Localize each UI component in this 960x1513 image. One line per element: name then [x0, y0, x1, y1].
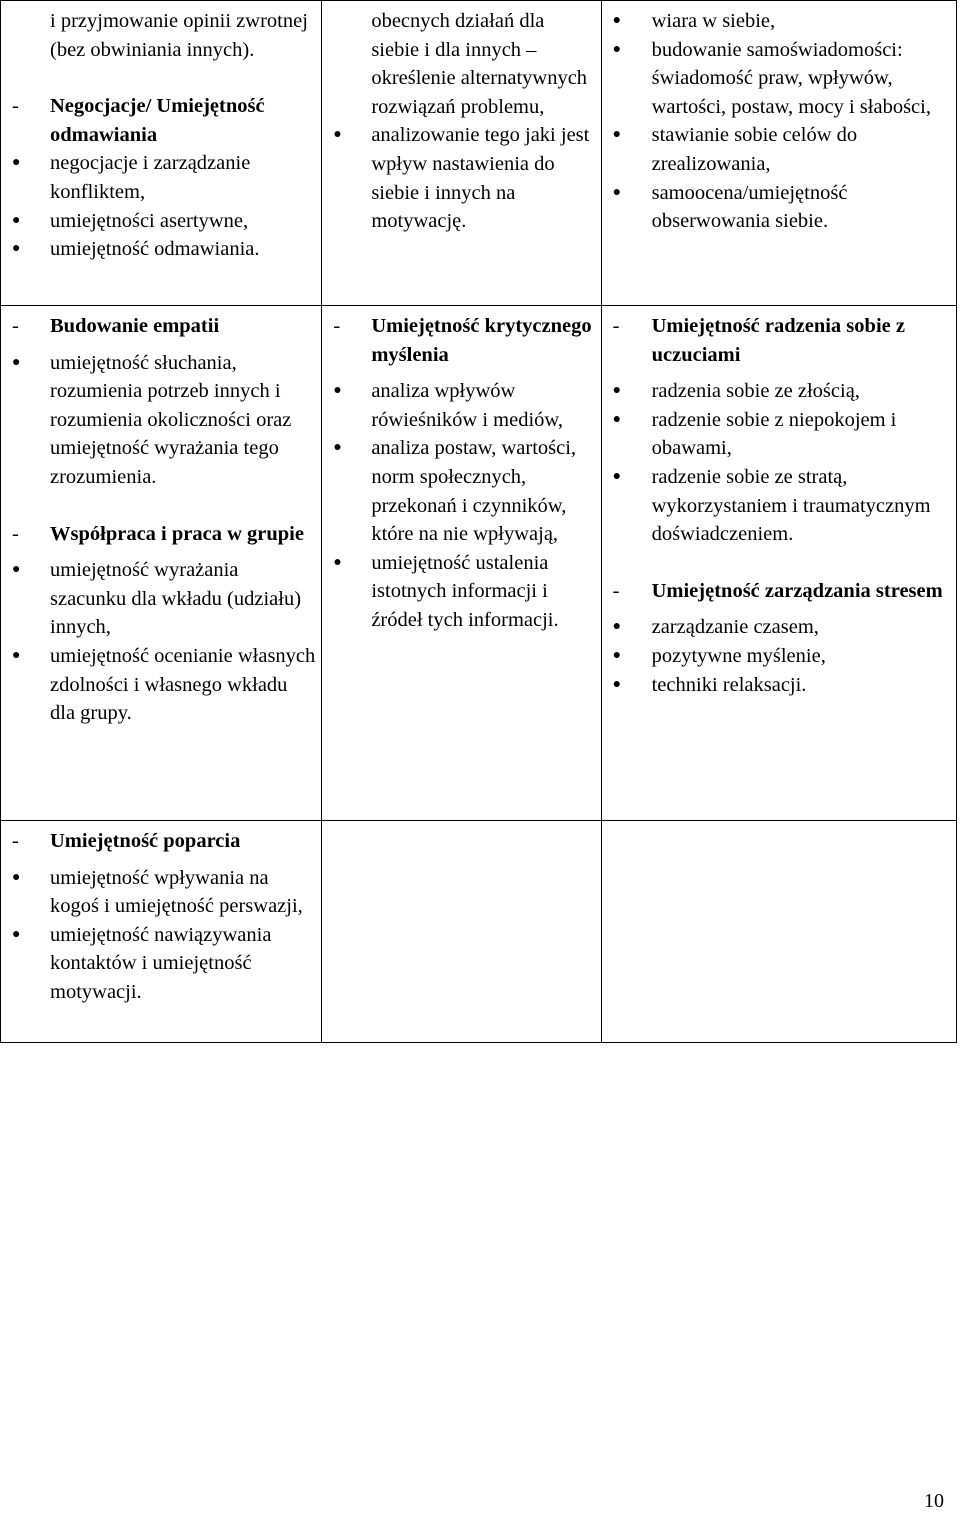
item-text: techniki relaksacji.	[651, 673, 807, 696]
list-item	[1, 864, 321, 921]
list-item	[1, 235, 321, 264]
dash-icon: -	[12, 830, 19, 852]
bullet-icon: ●	[333, 440, 342, 456]
list-item	[602, 7, 956, 36]
item-text: radzenie sobie ze stratą, wykorzystaniem i traumatycznym doświadczeniem.	[651, 465, 931, 546]
item-text: umiejętność wyrażania szacunku dla wkładu (udziału) innych,	[50, 559, 302, 639]
bullet-icon: ●	[612, 184, 622, 200]
item-text: umiejętność nawiązywania kontaktów i umiejętność motywacji.	[50, 923, 272, 1003]
paragraph	[1, 7, 321, 64]
dash-icon: -	[12, 315, 19, 337]
section-heading	[1, 312, 321, 341]
item-text: Negocjacje/ Umiejętność odmawiania	[50, 95, 265, 146]
item-text: analiza wpływów rówieśników i mediów,	[371, 380, 564, 431]
bullet-icon: ●	[612, 383, 622, 399]
item-text: zarządzanie czasem,	[651, 616, 819, 639]
item-text: Umiejętność krytycznego myślenia	[371, 315, 592, 366]
cell-list	[602, 1, 956, 250]
section-heading	[1, 520, 321, 549]
list-item	[602, 36, 956, 122]
dash-icon: -	[612, 579, 620, 602]
list-item	[602, 642, 956, 671]
bullet-icon: ●	[612, 41, 622, 57]
table-cell	[1, 821, 322, 1043]
item-text: radzenia sobie ze złością,	[651, 380, 860, 403]
cell-list	[602, 306, 956, 713]
item-text: Budowanie empatii	[50, 315, 220, 337]
section-heading	[602, 312, 956, 369]
bullet-icon: ●	[12, 241, 21, 257]
list-item	[1, 556, 321, 642]
table-cell	[322, 306, 601, 821]
item-text: stawianie sobie celów do zrealizowania,	[651, 124, 858, 175]
cell-list	[1, 306, 321, 742]
list-item	[1, 349, 321, 492]
list-item	[602, 377, 956, 406]
list-item	[602, 463, 956, 549]
item-text: umiejętność odmawiania.	[50, 238, 260, 261]
item-text: budowanie samoświadomości: świadomość praw, wpływów, wartości, postaw, mocy i słabości,	[651, 38, 931, 118]
cell-list	[322, 306, 600, 649]
item-text: umiejętność ustalenia istotnych informacji i źródeł tych informacji.	[371, 551, 559, 631]
item-text: obecnych działań dla siebie i dla innych – określenie alternatywnych rozwiązań problemu,	[371, 10, 588, 118]
list-item	[1, 642, 321, 728]
dash-icon: -	[12, 522, 19, 545]
section-heading	[602, 577, 956, 606]
item-text: samoocena/umiejętność obserwowania siebie.	[651, 181, 848, 233]
bullet-icon: ●	[333, 383, 342, 399]
table-row	[1, 306, 957, 821]
bullet-icon: ●	[612, 676, 622, 692]
table-cell	[601, 1, 956, 306]
item-text: analizowanie tego jaki jest wpływ nastawienia do siebie i innych na motywację.	[371, 124, 590, 233]
bullet-icon: ●	[333, 127, 342, 143]
bullet-icon: ●	[612, 647, 622, 663]
list-item	[602, 671, 956, 700]
cell-list	[1, 1, 321, 278]
table-cell	[1, 1, 322, 306]
list-item	[322, 377, 600, 434]
list-item	[1, 207, 321, 236]
item-text: umiejętność ocenianie własnych zdolności i własnego wkładu dla grupy.	[50, 644, 316, 725]
table-cell	[322, 1, 601, 306]
item-text: Współpraca i praca w grupie	[50, 522, 304, 545]
table-cell	[601, 306, 956, 821]
bullet-icon: ●	[612, 411, 622, 427]
page-number: 10	[924, 1490, 944, 1512]
dash-icon: -	[612, 315, 620, 337]
bullet-icon: ●	[612, 468, 622, 484]
cell-list	[322, 1, 600, 250]
item-text: i przyjmowanie opinii zwrotnej (bez obwiniania innych).	[50, 10, 308, 61]
item-text: analiza postaw, wartości, norm społecznych, przekonań i czynników, które na nie wpływają,	[371, 437, 577, 546]
dash-icon: -	[333, 315, 341, 337]
item-text: umiejętności asertywne,	[50, 209, 249, 232]
bullet-icon: ●	[12, 647, 21, 663]
item-text: Umiejętność zarządzania stresem	[651, 579, 943, 602]
item-text: negocjacje i zarządzanie konfliktem,	[50, 152, 251, 203]
section-heading	[1, 92, 321, 149]
item-text: wiara w siebie,	[651, 10, 776, 32]
table-row	[1, 1, 957, 306]
bullet-icon: ●	[12, 562, 21, 578]
paragraph	[322, 7, 600, 121]
list-item	[602, 121, 956, 178]
item-text: umiejętność słuchania, rozumienia potrzeb innych i rozumienia okoliczności oraz umiejętność wyrażania tego zrozumienia.	[50, 351, 292, 488]
item-text: Umiejętność radzenia sobie z uczuciami	[651, 315, 905, 366]
list-item	[322, 121, 600, 235]
list-item	[602, 179, 956, 236]
item-text: Umiejętność poparcia	[50, 830, 241, 852]
bullet-icon: ●	[612, 619, 622, 635]
table-cell	[1, 306, 322, 821]
table-cell	[322, 821, 601, 1043]
list-item	[322, 434, 600, 548]
item-text: umiejętność wpływania na kogoś i umiejętność perswazji,	[50, 866, 303, 918]
item-text: pozytywne myślenie,	[651, 644, 826, 667]
bullet-icon: ●	[12, 354, 21, 370]
list-item	[1, 921, 321, 1007]
list-item	[1, 149, 321, 206]
section-heading	[322, 312, 600, 369]
bullet-icon: ●	[612, 13, 622, 28]
bullet-icon: ●	[12, 869, 21, 885]
bullet-icon: ●	[12, 155, 21, 171]
bullet-icon: ●	[333, 554, 342, 570]
cell-list	[1, 821, 321, 1021]
bullet-icon: ●	[12, 212, 21, 228]
bullet-icon: ●	[612, 127, 622, 143]
table-cell	[601, 821, 956, 1043]
list-item	[602, 406, 956, 463]
table-row	[1, 821, 957, 1043]
bullet-icon: ●	[12, 926, 21, 942]
list-item	[602, 613, 956, 642]
item-text: radzenie sobie z niepokojem i obawami,	[651, 408, 897, 460]
dash-icon: -	[12, 95, 19, 118]
section-heading	[1, 827, 321, 856]
list-item	[322, 549, 600, 635]
